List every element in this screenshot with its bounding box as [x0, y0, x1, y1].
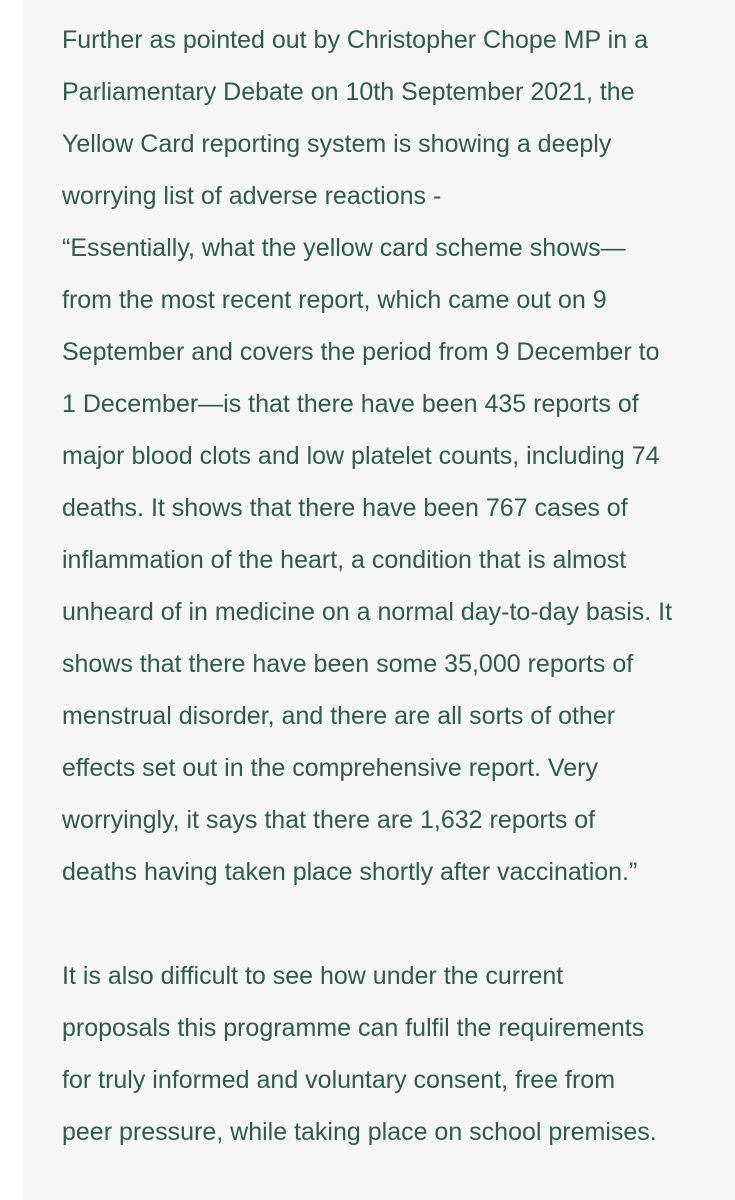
text-line: worryingly, it says that there are 1,632 reports of [62, 806, 596, 834]
text-line: for truly informed and voluntary consent, free from [62, 1066, 616, 1094]
text-line: Yellow Card reporting system is showing a deeply [62, 130, 612, 158]
text-line: worrying list of adverse reactions - [62, 182, 442, 210]
text-line: Further as pointed out by Christopher Chope MP in a [62, 26, 648, 54]
text-line: 1 December—is that there have been 435 reports of [62, 390, 639, 418]
text-line: September and covers the period from 9 December to [62, 338, 660, 366]
text-line: Parliamentary Debate on 10th September 2021, the [62, 78, 635, 106]
text-line: unheard of in medicine on a normal day-to-day basis. It [62, 598, 673, 626]
text-line: “Essentially, what the yellow card scheme shows— [62, 234, 626, 262]
text-line: major blood clots and low platelet counts, including 74 [62, 442, 660, 470]
text-line: deaths. It shows that there have been 767 cases of [62, 494, 628, 522]
text-line: proposals this programme can fulfil the requirements [62, 1014, 645, 1042]
text-line: shows that there have been some 35,000 reports of [62, 650, 634, 678]
paragraph-consent [62, 950, 734, 1158]
text-line: from the most recent report, which came out on 9 [62, 286, 607, 314]
text-line: peer pressure, while taking place on school premises. [62, 1118, 657, 1146]
paragraph-quote [62, 14, 734, 898]
text-line: inflammation of the heart, a condition that is almost [62, 546, 627, 574]
text-line: deaths having taken place shortly after vaccination.” [62, 858, 638, 886]
text-line: It is also difficult to see how under the current [62, 962, 564, 990]
paragraph-gap [62, 898, 734, 950]
article-body [62, 14, 734, 1158]
text-line: effects set out in the comprehensive report. Very [62, 754, 598, 782]
text-line: menstrual disorder, and there are all sorts of other [62, 702, 616, 730]
